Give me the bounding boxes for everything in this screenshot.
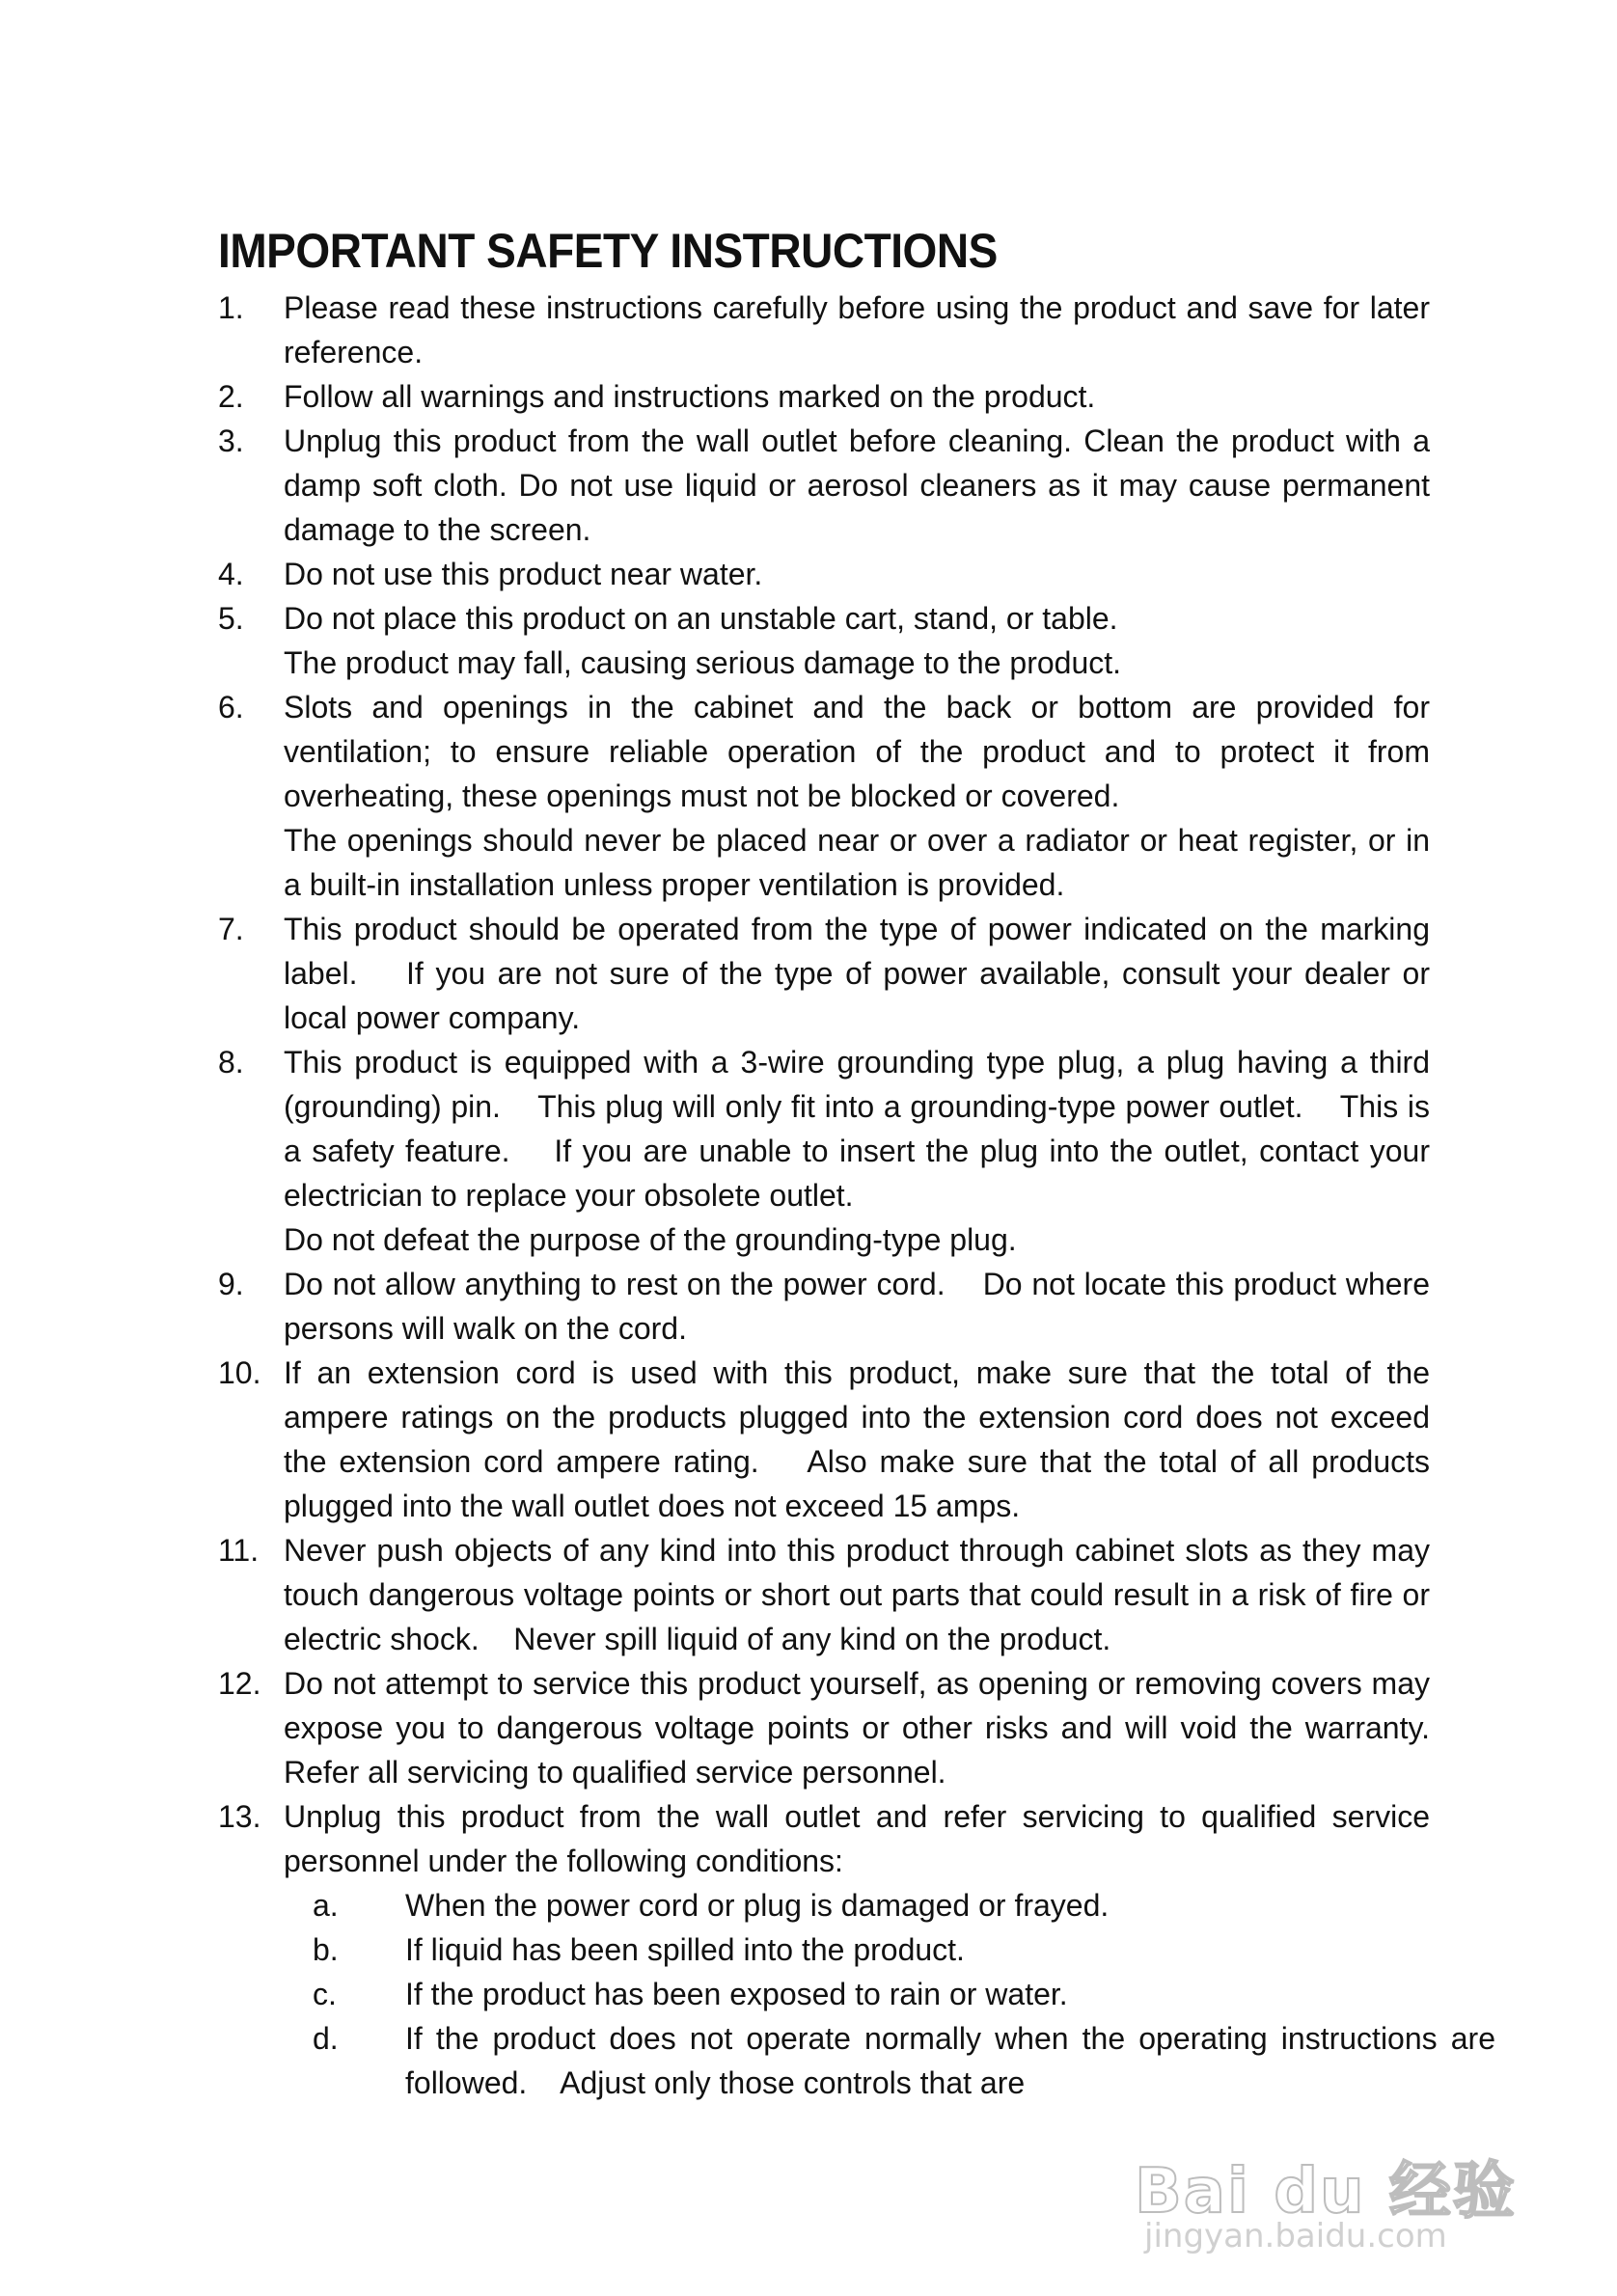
- item-text: Follow all warnings and instructions marked on the product.: [284, 379, 1096, 414]
- item-text: Do not defeat the purpose of the grounding-type plug.: [284, 1222, 1017, 1257]
- item-number: 1.: [218, 290, 244, 325]
- item-number: 11.: [218, 1533, 260, 1568]
- sub-list-item: [218, 1883, 1495, 1927]
- item-text: This product is equipped with a 3-wire grounding type plug, a plug having a third (grounding) pin. This plug will only fit into a grounding-type power outlet. This is a safety feature. If you are unable to insert the plug into the outlet, contact your electrician to replace your obsolete outlet.: [284, 1045, 1439, 1213]
- item-text: Do not use this product near water.: [284, 557, 763, 591]
- item-number: 6.: [218, 690, 244, 724]
- item-number: 13.: [218, 1799, 261, 1834]
- item-text: Never push objects of any kind into this product through cabinet slots as they may touch dangerous voltage points or short out parts that could result in a risk of fire or electric shock. Never spill liquid of any kind on the product.: [284, 1533, 1439, 1656]
- sub-list: [284, 1883, 1504, 2105]
- sub-item-letter: a.: [313, 1888, 339, 1923]
- item-text: Do not place this product on an unstable cart, stand, or table.: [284, 601, 1118, 636]
- sub-list-item: [218, 2016, 1504, 2105]
- list-item: [218, 1661, 1465, 1794]
- sub-item-letter: d.: [313, 2021, 339, 2056]
- item-number: 9.: [218, 1267, 244, 1301]
- item-number: 3.: [218, 424, 244, 458]
- item-number: 2.: [218, 379, 244, 414]
- sub-item-text: When the power cord or plug is damaged or frayed.: [405, 1888, 1110, 1923]
- list-item: [218, 374, 1430, 419]
- item-number: 5.: [218, 601, 244, 636]
- list-item: [218, 1040, 1439, 1262]
- document-page: [218, 218, 1504, 2105]
- sub-item-text: If liquid has been spilled into the product.: [405, 1932, 965, 1967]
- item-text: Do not allow anything to rest on the power cord. Do not locate this product where persons will walk on the cord.: [284, 1267, 1439, 1346]
- instruction-list: [218, 286, 1504, 2105]
- list-item: [218, 1262, 1439, 1351]
- item-number: 8.: [218, 1045, 244, 1080]
- list-item: [218, 552, 1430, 596]
- list-item: [218, 419, 1439, 552]
- sub-item-letter: c.: [313, 1977, 337, 2011]
- list-item: [218, 596, 1430, 685]
- watermark-url: jingyan.baidu.com: [1144, 2217, 1447, 2255]
- list-item: [218, 1528, 1439, 1661]
- item-text: The product may fall, causing serious damage to the product.: [284, 645, 1122, 680]
- item-text: This product should be operated from the type of power indicated on the marking label. If you are not sure of the type of power available, consult your dealer or local power company.: [284, 912, 1439, 1035]
- sub-item-text: If the product does not operate normally when the operating instructions are followed. Adjust only those controls that are: [405, 2021, 1504, 2100]
- item-text: The openings should never be placed near or over a radiator or heat register, or in a built-in installation unless proper ventilation is provided.: [284, 823, 1439, 902]
- item-number: 4.: [218, 557, 244, 591]
- item-number: 7.: [218, 912, 244, 946]
- list-item: [218, 907, 1439, 1040]
- sub-list-item: [218, 1927, 1495, 1972]
- item-text: Please read these instructions carefully before using the product and save for later reference.: [284, 290, 1439, 369]
- item-number: 10.: [218, 1355, 261, 1390]
- item-text: If an extension cord is used with this product, make sure that the total of the ampere ratings on the products plugged into the extension cord does not exceed the extension cord ampere rating. Also make sure that the total of all products plugged into the wall outlet does not exceed 15 amps.: [284, 1355, 1439, 1523]
- list-item: [218, 286, 1439, 374]
- sub-item-text: If the product has been exposed to rain or water.: [405, 1977, 1068, 2011]
- page-title: IMPORTANT SAFETY INSTRUCTIONS: [218, 224, 998, 278]
- watermark-logo: Bai du 经验: [1135, 2156, 1517, 2228]
- sub-item-letter: b.: [313, 1932, 339, 1967]
- sub-list-item: [218, 1972, 1495, 2016]
- list-item: [218, 685, 1439, 907]
- item-text: Slots and openings in the cabinet and the back or bottom are provided for ventilation; to ensure reliable operation of the product and to protect it from overheating, these openings must not be blocked or covered.: [284, 690, 1439, 813]
- item-number: 12.: [218, 1666, 261, 1701]
- list-item: [218, 1794, 1504, 2105]
- item-text: Unplug this product from the wall outlet and refer servicing to qualified service personnel under the following conditions:: [284, 1799, 1439, 1878]
- list-item: [218, 1351, 1439, 1528]
- item-text: Unplug this product from the wall outlet before cleaning. Clean the product with a damp soft cloth. Do not use liquid or aerosol cleaners as it may cause permanent damage to the screen.: [284, 424, 1439, 547]
- item-text: Do not attempt to service this product yourself, as opening or removing covers may expose you to dangerous voltage points or other risks and will void the warranty. Refer all servicing to qualified service personnel.: [284, 1666, 1465, 1790]
- baidu-watermark: [1135, 2142, 1521, 2267]
